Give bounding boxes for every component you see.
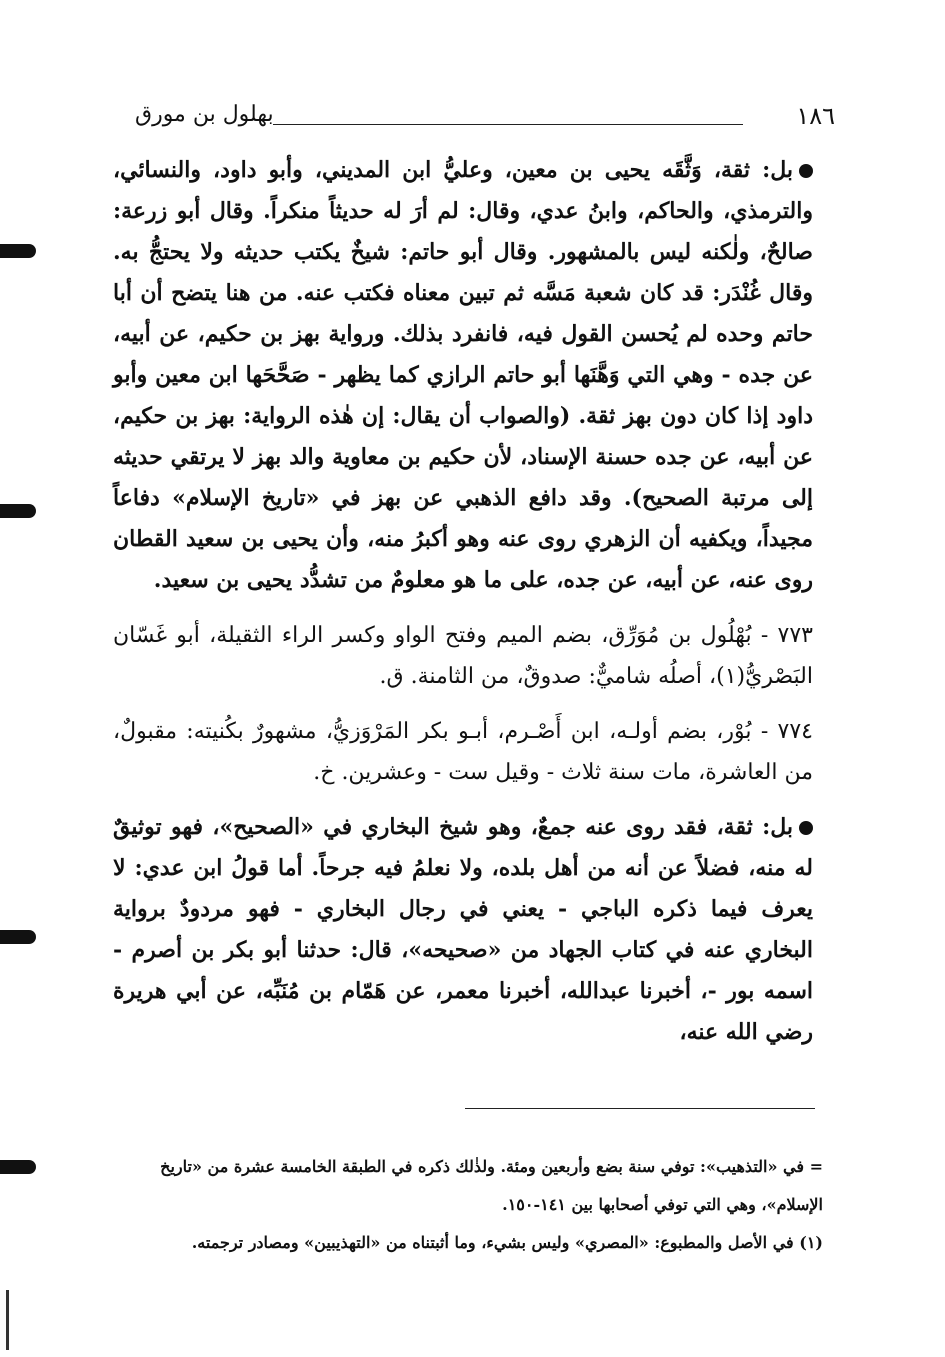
footnote-1: (١) في الأصل والمطبوع: «المصري» وليس بشيء، وما أثبتناه من «التهذيبين» ومصادر ترجمته. bbox=[191, 1233, 823, 1252]
commentary-paragraph-2 bbox=[113, 807, 813, 1053]
footnote-separator bbox=[465, 1108, 815, 1109]
footnote-continued: = في «التذهيب»: توفي سنة بضع وأربعين ومئة. ولذٰلك ذكره في الطبقة الخامسة عشرة من «تاريخ الإسلام»، وهي التي توفي أصحابها بين ١٤١-١٥٠. bbox=[160, 1157, 823, 1214]
commentary-paragraph bbox=[113, 150, 813, 601]
bullet-icon bbox=[799, 821, 813, 835]
scan-edge-line bbox=[6, 1290, 9, 1350]
scan-margin-mark bbox=[0, 1160, 36, 1174]
body-text bbox=[113, 150, 813, 1053]
scan-margin-mark bbox=[0, 930, 36, 944]
scan-margin-mark bbox=[0, 244, 36, 258]
header-rule bbox=[273, 124, 743, 125]
commentary-text: بل: ثقة، وَثَّقَه يحيى بن معين، وعليُّ ابن المديني، وأبو داود، والنسائي، والترمذي، والحاكم، وابنُ عدي، وقال: لم أرَ له حديثاً منكراً. وقال أبو زرعة: صالحٌ، ولٰكنه ليس بالمشهور. وقال أبو حاتم: شيخٌ يكتب حديثه ولا يحتجُّ به. وقال غُنْدَر: قد كان شعبة مَسَّه ثم تبين معناه فكتب عنه. من هنا يتضح أن أبا حاتم وحده لم يُحسن القول فيه، فانفرد بذلك. ورواية بهز بن حكيم، عن أبيه، عن جده - وهي التي وَهَّنَها أبو حاتم الرازي كما يظهر - صَحَّحَها ابن معين وأبو داود إذا كان دون بهز ثقة. (والصواب أن يقال: إن هٰذه الرواية: بهز بن حكيم، عن أبيه، عن جده حسنة الإسناد، لأن حكيم بن معاوية والد بهز لا يرتقي حديثه إلى مرتبة الصحيح). وقد دافع الذهبي عن بهز في «تاريخ الإسلام» دفاعاً مجيداً، ويكفيه أن الزهري روى عنه وهو أكبرُ منه، وأن يحيى بن سعيد القطان روى عنه، عن أبيه، عن جده، على ما هو معلومٌ من تشدُّد يحيى بن سعيد. bbox=[113, 157, 813, 593]
footnotes bbox=[123, 1148, 823, 1262]
commentary-text-2: بل: ثقة، فقد روى عنه جمعٌ، وهو شيخ البخاري في «الصحيح»، فهو توثيقٌ له منه، فضلاً عن أنه من أهل بلده، ولا نعلمُ فيه جرحاً. أما قولُ ابن عدي: لا يعرف فيما ذكره الباجي - يعني في رجال البخاري - فهو مردودٌ برواية البخاري عنه في كتاب الجهاد من «صحيحه»، قال: حدثنا أبو بكر بن أصرم - اسمه بور -، أخبرنا عبدالله، أخبرنا معمر، عن هَمّام بن مُنَبِّه، عن أبي هريرة رضي الله عنه، bbox=[113, 814, 813, 1045]
page-number: ١٨٦ bbox=[796, 102, 835, 130]
entry-774: ٧٧٤ - بُوْر، بضم أولـه، ابن أَصْـرم، أبـو بكر المَرْوَزيُّ، مشهورٌ بكُنيته: مقبولٌ، من العاشرة، مات سنة ثلاث - وقيل ست - وعشرين. خ. bbox=[113, 719, 813, 785]
entry-773: ٧٧٣ - بُهْلُول بن مُوَرِّق، بضم الميم وفتح الواو وكسر الراء الثقيلة، أبو غَسّان البَصْريُّ(١)، أصلُه شاميٌّ: صدوقٌ، من الثامنة. ق. bbox=[113, 623, 813, 689]
running-head: بهلول بن مورق bbox=[135, 102, 274, 127]
scan-margin-mark bbox=[0, 504, 36, 518]
bullet-icon bbox=[799, 164, 813, 178]
page-header bbox=[135, 102, 835, 138]
